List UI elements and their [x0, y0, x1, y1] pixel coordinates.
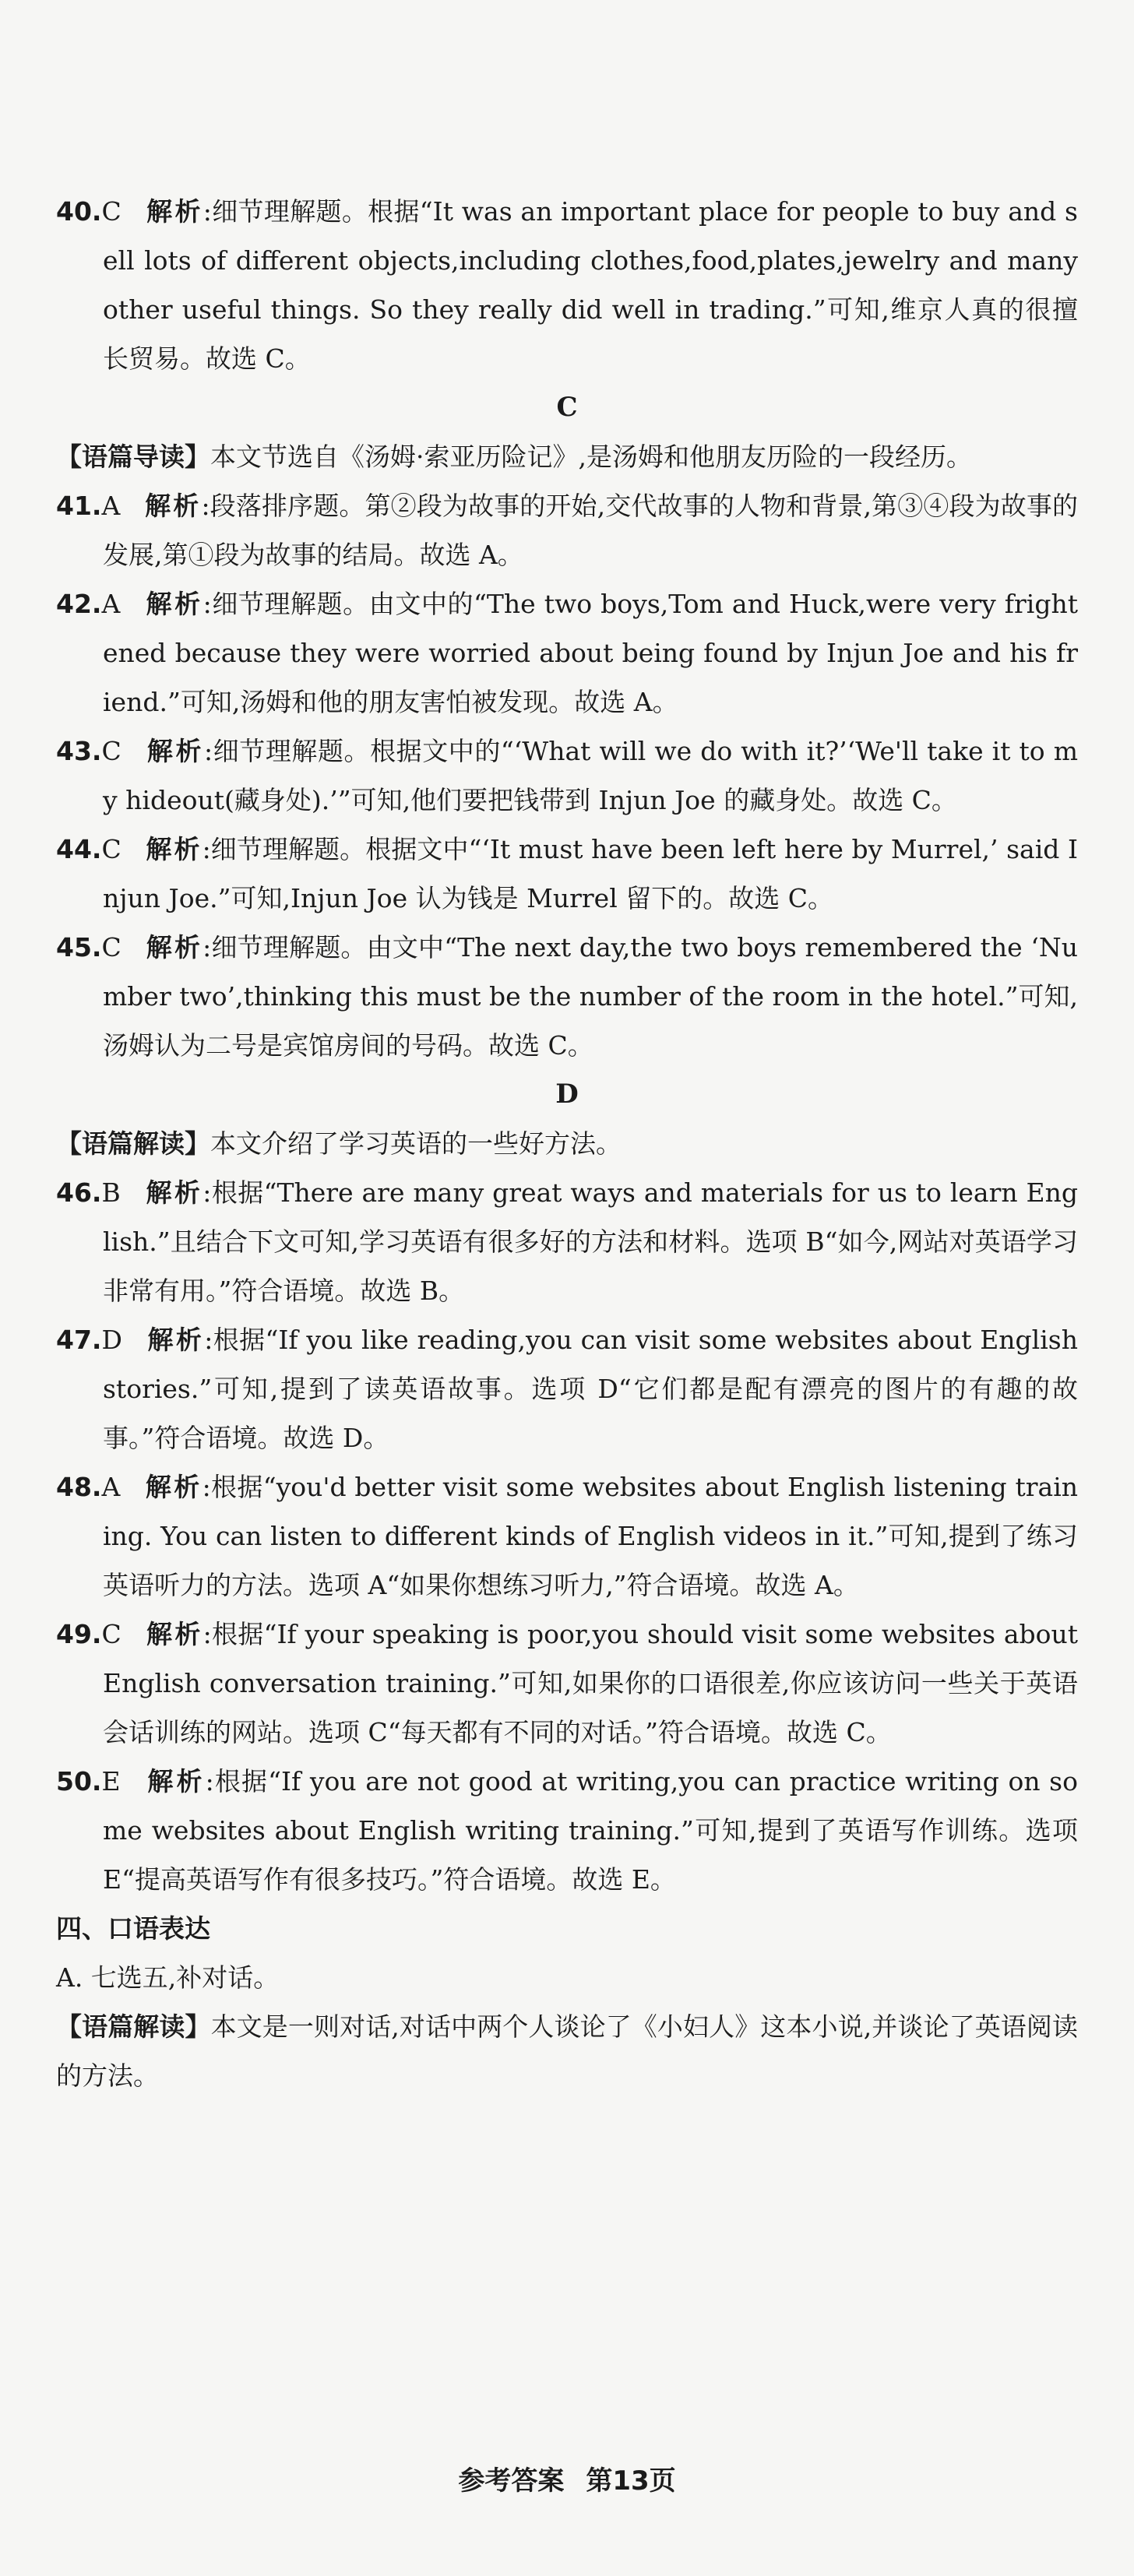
- item-number: 43.: [56, 736, 102, 766]
- item-number: 46.: [56, 1177, 102, 1208]
- item-number: 47.: [56, 1325, 102, 1355]
- section-four-sub: A. 七选五,补对话。: [56, 1962, 280, 1993]
- section-d-guide: [56, 1119, 1078, 1168]
- analysis-text: :根据“If your speaking is poor,you should visit some websites about English conversation training.”可知,如果你的口语很差,你应该访问一些关于英语会话训练的网站。选项 C“每天都有不同的对话。”符合语境。故选 C。: [103, 1619, 1078, 1747]
- guide-label: 【语篇解读】: [56, 1128, 210, 1159]
- analysis-text: :根据“If you are not good at writing,you can practice writing on some websites about English writing training.”可知,提到了英语写作训练。选项 E“提高英语写作有很多技巧。”符合语境。故选 E。: [103, 1766, 1078, 1895]
- analysis-text: :细节理解题。由文中“The next day,the two boys remembered the ‘Number two’,thinking this must be the number of the room in the hotel.”可知,汤姆认为二号是宾馆房间的号码。故选 C。: [103, 932, 1078, 1061]
- analysis-tag: 解析: [145, 1472, 202, 1502]
- item-number: 50.: [56, 1766, 102, 1797]
- answer-item-50: [56, 1757, 1078, 1904]
- analysis-tag: 解析: [146, 589, 203, 619]
- analysis-tag: 解析: [146, 1619, 203, 1649]
- item-answer: C: [101, 736, 122, 766]
- section-letter-c: C: [556, 392, 578, 423]
- answer-item-44: [56, 825, 1078, 923]
- item-answer: C: [101, 1619, 122, 1649]
- answer-item-48: [56, 1462, 1078, 1610]
- analysis-text: :根据“If you like reading,you can visit some websites about English stories.”可知,提到了读英语故事。选项 D“它们都是配有漂亮的图片的有趣的故事。”符合语境。故选 D。: [103, 1325, 1078, 1453]
- analysis-text: :细节理解题。根据“It was an important place for people to buy and sell lots of different objects,including clothes,food,plates,jewelry and many other useful things. So they really did well in trading.”可知,维京人真的很擅长贸易。故选 C。: [103, 196, 1078, 374]
- analysis-tag: 解析: [146, 932, 203, 962]
- analysis-text: :细节理解题。根据文中的“‘What will we do with it?’‘We'll take it to my hideout(藏身处).’”可知,他们要把钱带到 Injun Joe 的藏身处。故选 C。: [103, 736, 1079, 815]
- analysis-tag: 解析: [146, 736, 205, 766]
- answer-item-49: [56, 1610, 1078, 1757]
- analysis-text: :根据“you'd better visit some websites about English listening training. You can listen to different kinds of English videos in it.”可知,提到了练习英语听力的方法。选项 A“如果你想练习听力,”符合语境。故选 A。: [103, 1472, 1078, 1600]
- item-number: 40.: [56, 196, 102, 227]
- answer-item-40: [56, 187, 1078, 383]
- guide-text: 本文介绍了学习英语的一些好方法。: [210, 1128, 622, 1159]
- section-letter-d: D: [555, 1079, 579, 1110]
- guide-text: 本文节选自《汤姆·索亚历险记》,是汤姆和他朋友历险的一段经历。: [210, 442, 972, 472]
- item-answer: D: [101, 1325, 122, 1355]
- footer-label: 参考答案: [458, 2465, 565, 2497]
- item-number: 44.: [56, 834, 102, 864]
- analysis-text: :细节理解题。根据文中“‘It must have been left here by Murrel,’ said Injun Joe.”可知,Injun Joe 认为钱是 Murrel 留下的。故选 C。: [103, 834, 1078, 913]
- item-answer: C: [101, 834, 122, 864]
- guide-label: 【语篇导读】: [56, 442, 210, 472]
- analysis-tag: 解析: [145, 491, 202, 521]
- item-answer: A: [101, 491, 121, 521]
- item-answer: C: [101, 196, 122, 227]
- page-footer: [0, 2459, 1134, 2497]
- guide-text: 本文是一则对话,对话中两个人谈论了《小妇人》这本小说,并谈论了英语阅读的方法。: [56, 2011, 1079, 2091]
- item-answer: E: [101, 1766, 121, 1797]
- analysis-tag: 解析: [147, 1325, 205, 1355]
- guide-label: 【语篇解读】: [56, 2011, 211, 2042]
- analysis-text: :细节理解题。由文中的“The two boys,Tom and Huck,were very frightened because they were worried about being found by Injun Joe and his friend.”可知,汤姆和他的朋友害怕被发现。故选 A。: [103, 589, 1078, 717]
- item-answer: A: [101, 589, 121, 619]
- answer-item-45: [56, 923, 1078, 1070]
- analysis-tag: 解析: [146, 1177, 203, 1208]
- item-number: 45.: [56, 932, 102, 962]
- analysis-tag: 解析: [146, 834, 202, 864]
- item-number: 48.: [56, 1472, 102, 1502]
- item-number: 41.: [56, 491, 102, 521]
- answer-item-42: [56, 579, 1078, 727]
- analysis-tag: 解析: [147, 1766, 206, 1797]
- answer-item-46: [56, 1168, 1078, 1315]
- answer-item-41: [56, 481, 1078, 579]
- item-answer: C: [101, 932, 122, 962]
- item-answer: A: [101, 1472, 121, 1502]
- item-answer: B: [101, 1177, 121, 1208]
- analysis-tag: 解析: [146, 196, 203, 227]
- item-number: 42.: [56, 589, 102, 619]
- section-four-guide: [56, 2002, 1078, 2100]
- section-four-heading: 四、口语表达: [56, 1913, 210, 1944]
- answer-item-43: [56, 727, 1078, 825]
- item-number: 49.: [56, 1619, 102, 1649]
- section-c-guide: [56, 432, 1078, 481]
- analysis-text: :根据“There are many great ways and materials for us to learn English.”且结合下文可知,学习英语有很多好的方法和材料。选项 B“如今,网站对英语学习非常有用。”符合语境。故选 B。: [103, 1177, 1078, 1306]
- analysis-text: :段落排序题。第②段为故事的开始,交代故事的人物和背景,第③④段为故事的发展,第①段为故事的结局。故选 A。: [103, 491, 1078, 570]
- answer-item-47: [56, 1315, 1078, 1462]
- footer-page-number: 第13页: [586, 2465, 676, 2497]
